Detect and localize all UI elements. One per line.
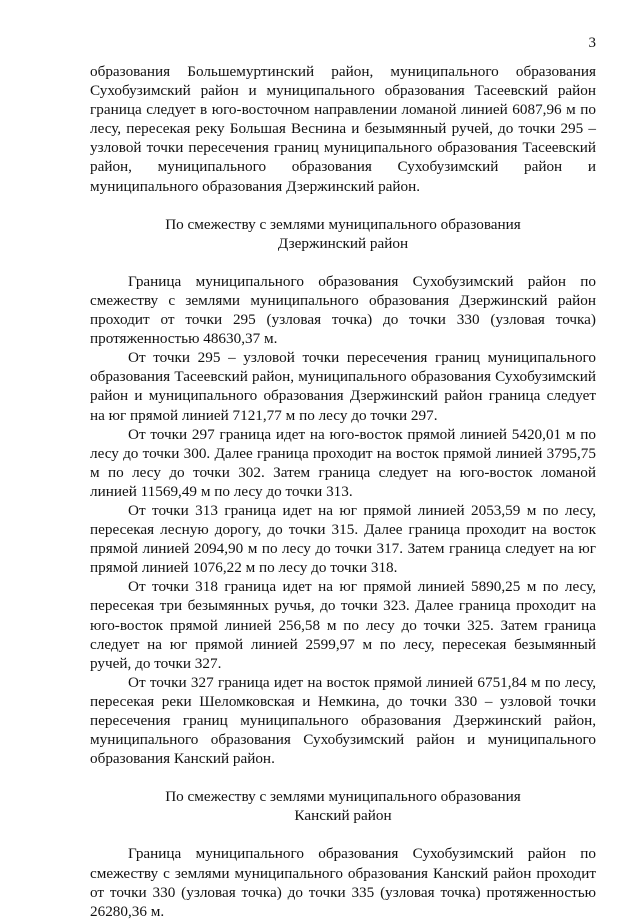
boundary-paragraph: Граница муниципального образования Сухобузимский район по смежеству с землями муниципального образования Канский район проходит от точки 330 (узловая точка) до точки 335 (узловая точка) протяженностью 26280,36 м. (90, 845, 596, 920)
boundary-paragraph: От точки 318 граница идет на юг прямой линией 5890,25 м по лесу, пересекая три безымянных ручья, до точки 323. Далее граница проходит на юго-восток прямой линией 256,58 м по лесу до точки 325. Затем граница следует на юг прямой линией 2599,97 м по лесу, пересекая безымянный ручей, до точки 327. (90, 578, 596, 672)
section-heading-line: По смежеству с землями муниципального образования (165, 788, 521, 806)
document-body (90, 62, 596, 921)
section-heading-line: Канский район (294, 807, 392, 825)
section-heading-kansky (90, 787, 596, 825)
section-heading-dzerzhinsky (90, 215, 596, 253)
boundary-paragraph: От точки 295 – узловой точки пересечения границ муниципального образования Тасеевский район, муниципального образования Сухобузимский район и муниципального образования Дзержинский район граница следует на юг прямой линией 7121,77 м по лесу до точки 297. (90, 349, 596, 424)
boundary-paragraph: От точки 327 граница идет на восток прямой линией 6751,84 м по лесу, пересекая реки Шеломковская и Немкина, до точки 330 – узловой точки пересечения границ муниципального образования Дзержинский район, муниципального образования Сухобузимский район и муниципального образования Канский район. (90, 673, 596, 768)
boundary-paragraph: От точки 297 граница идет на юго-восток прямой линией 5420,01 м по лесу до точки 300. Далее граница проходит на восток прямой линией 3795,75 м по лесу до точки 302. Затем граница следует на юго-восток ломаной линией 11569,49 м по лесу до точки 313. (90, 425, 596, 500)
page-number: 3 (588, 35, 596, 51)
boundary-paragraph: Граница муниципального образования Сухобузимский район по смежеству с землями муниципального образования Дзержинский район проходит от точки 295 (узловая точка) до точки 330 (узловая точка) протяженностью 48630,37 м. (90, 272, 596, 348)
boundary-paragraph-intro: образования Большемуртинский район, муниципального образования Сухобузимский район и муниципального образования Тасеевский район граница следует в юго-восточном направлении ломаной линией 6087,96 м по лесу, пересекая реку Большая Веснина и безымянный ручей, до точки 295 – узловой точки пересечения границ муниципального образования Тасеевский район, муниципального образования Сухобузимский район и муниципального образования Дзержинский район. (90, 63, 596, 195)
boundary-paragraph: От точки 313 граница идет на юг прямой линией 2053,59 м по лесу, пересекая лесную дорогу, до точки 315. Далее граница проходит на восток прямой линией 2094,90 м по лесу до точки 317. Затем граница следует на юг прямой линией 1076,22 м по лесу до точки 318. (90, 501, 596, 577)
section-heading-line: Дзержинский район (277, 234, 409, 252)
section-heading-line: По смежеству с землями муниципального образования (165, 215, 521, 233)
